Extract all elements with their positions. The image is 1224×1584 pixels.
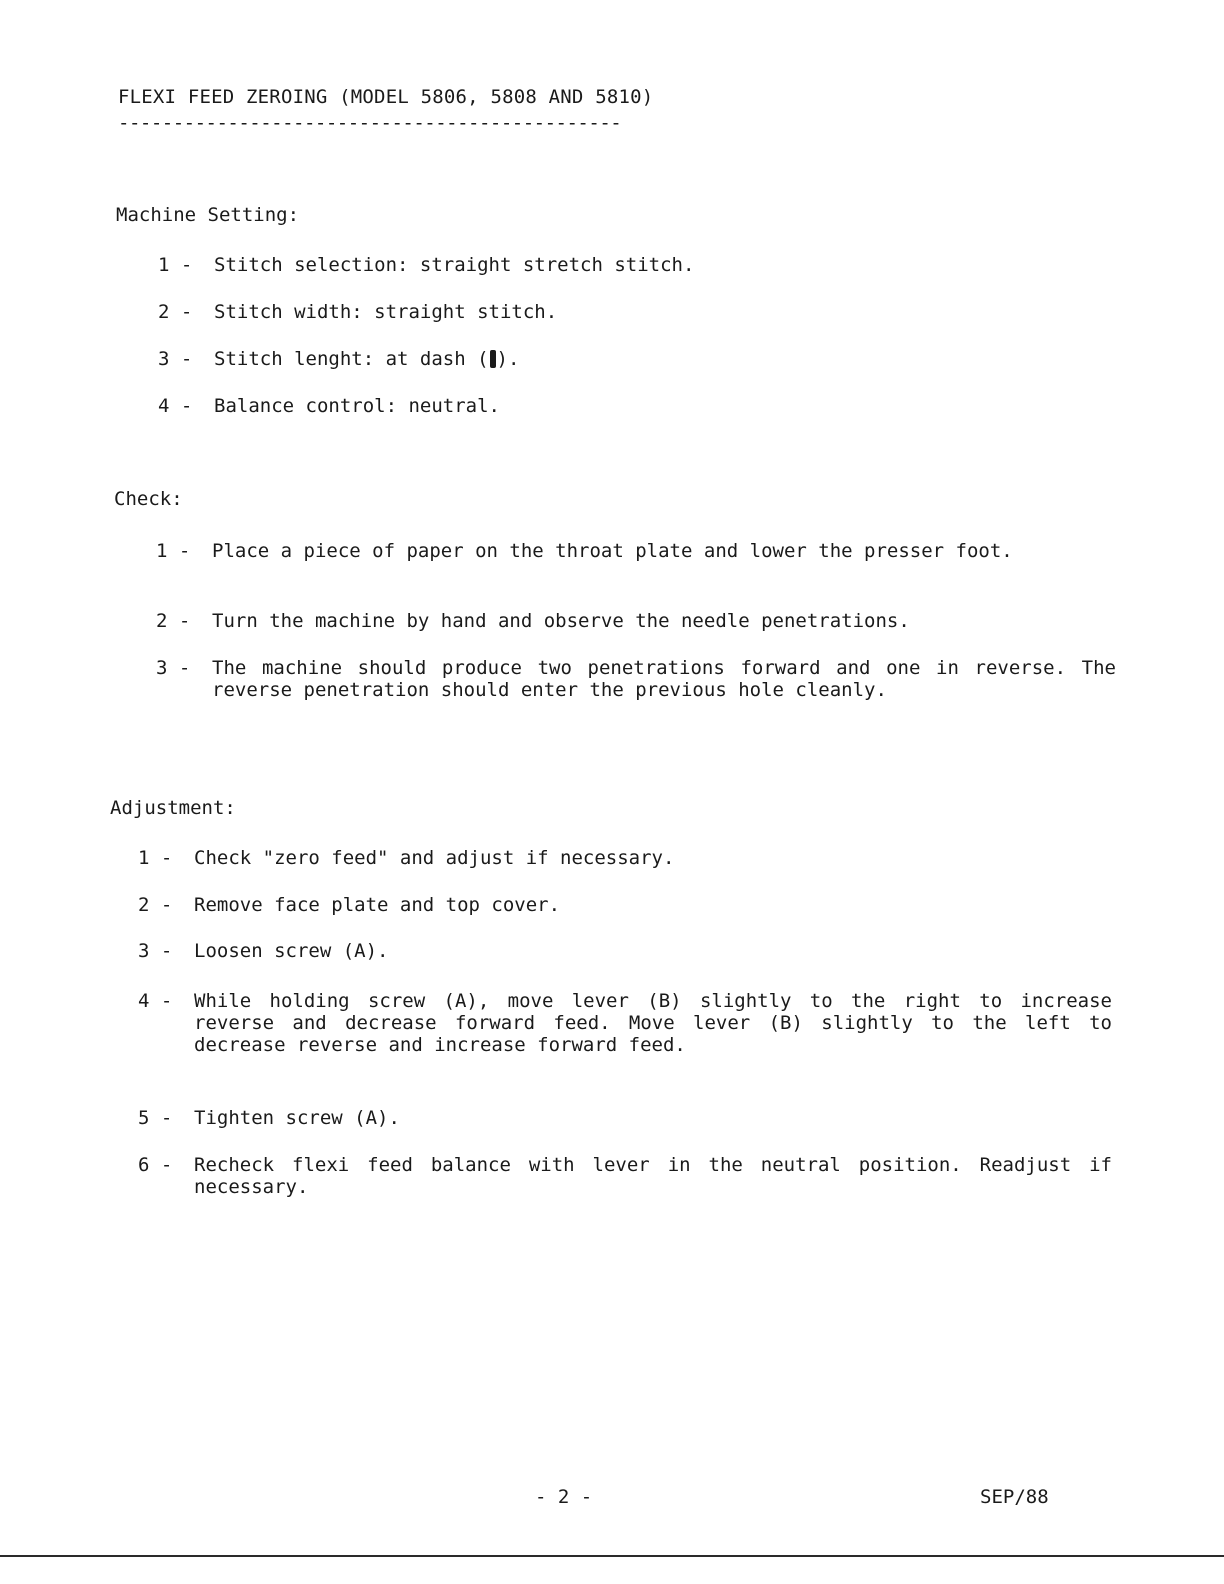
adjustment-item: [138, 1154, 1114, 1198]
page-title: FLEXI FEED ZEROING (MODEL 5806, 5808 AND 5810): [118, 86, 654, 108]
item-text: While holding screw (A), move lever (B) slightly to the right to increase reverse and decrease forward feed. Move lever (B) slightly to the left to decrease reverse and increase forward feed.: [194, 990, 1112, 1056]
revision-date: SEP/88: [980, 1486, 1049, 1508]
adjustment-heading: Adjustment:: [110, 797, 236, 819]
item-text: Place a piece of paper on the throat plate and lower the presser foot.: [212, 540, 1013, 562]
item-text: Balance control: neutral.: [214, 395, 500, 417]
item-number: 4 -: [158, 395, 193, 417]
item-number: 2 -: [138, 894, 173, 916]
item-text: Turn the machine by hand and observe the needle penetrations.: [212, 610, 910, 632]
item-number: 2 -: [158, 301, 193, 323]
check-heading: Check:: [114, 488, 183, 510]
item-text: The machine should produce two penetrations forward and one in reverse. The reverse penetration should enter the previous hole cleanly.: [212, 657, 1116, 701]
item-text: Check "zero feed" and adjust if necessary.: [194, 847, 675, 869]
machine-setting-item: [158, 301, 557, 323]
adjustment-item: [138, 940, 388, 962]
page-number: - 2 -: [535, 1486, 593, 1508]
item-number: 1 -: [158, 254, 193, 276]
adjustment-item: [138, 847, 674, 869]
item-number: 2 -: [156, 610, 191, 632]
machine-setting-item: [158, 254, 694, 276]
bottom-rule: [0, 1555, 1224, 1557]
adjustment-item: [138, 990, 1114, 1056]
check-item: [156, 610, 910, 632]
machine-setting-item: [158, 348, 519, 370]
item-text-after: ).: [496, 348, 520, 370]
title-underline: ----------------------------------------------: [118, 112, 622, 134]
item-text-before: Stitch lenght: at dash (: [214, 348, 489, 370]
item-text: Loosen screw (A).: [194, 940, 389, 962]
item-text: Remove face plate and top cover.: [194, 894, 561, 916]
adjustment-item: [138, 894, 560, 916]
machine-setting-item: [158, 395, 500, 417]
item-number: 3 -: [156, 657, 191, 679]
dash-mark-icon: [490, 350, 496, 368]
item-number: 6 -: [138, 1154, 173, 1176]
item-text: Stitch selection: straight stretch stitch.: [214, 254, 695, 276]
item-number: 5 -: [138, 1107, 173, 1129]
item-number: 1 -: [138, 847, 173, 869]
item-number: 3 -: [158, 348, 193, 370]
item-number: 1 -: [156, 540, 191, 562]
item-text: Tighten screw (A).: [194, 1107, 400, 1129]
item-text: Recheck flexi feed balance with lever in the neutral position. Readjust if necessary.: [194, 1154, 1112, 1198]
item-text: Stitch width: straight stitch.: [214, 301, 558, 323]
item-number: 4 -: [138, 990, 173, 1012]
adjustment-item: [138, 1107, 400, 1129]
check-item: [156, 540, 1118, 562]
machine-setting-heading: Machine Setting:: [116, 204, 300, 226]
item-number: 3 -: [138, 940, 173, 962]
check-item: [156, 657, 1118, 701]
